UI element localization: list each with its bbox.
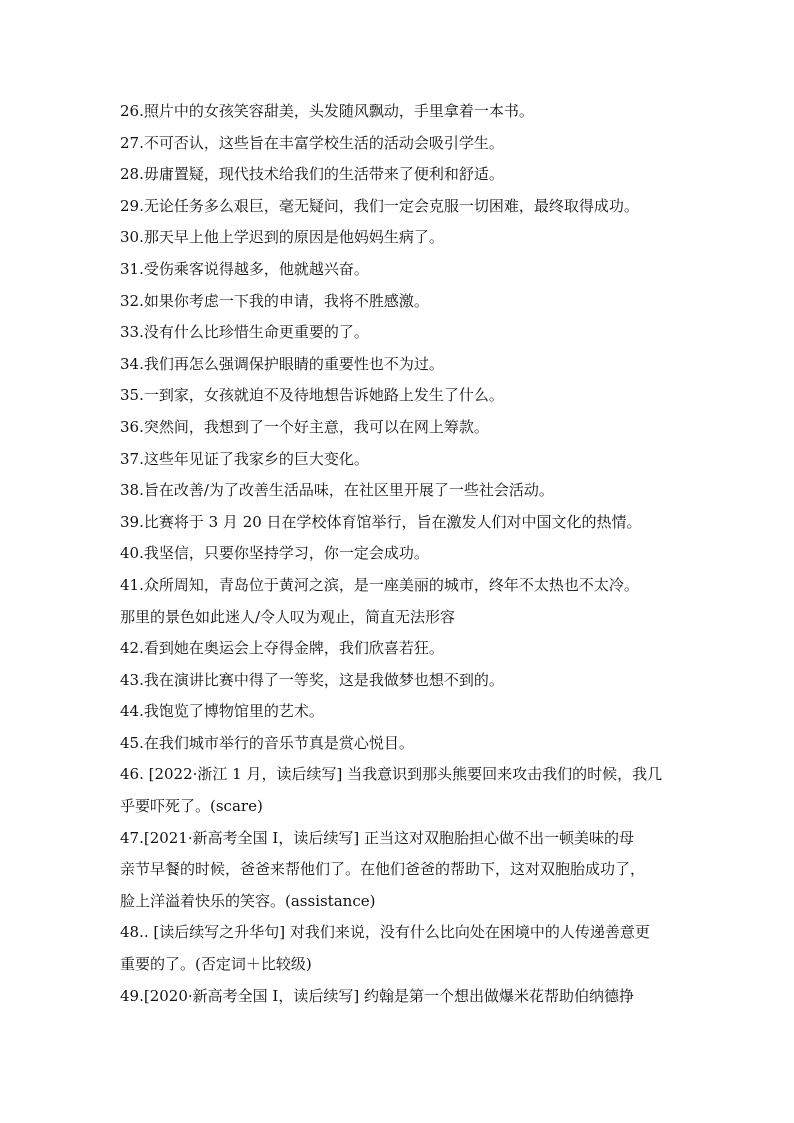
sentence-46-cont: 乎要吓死了。(scare) [120, 797, 263, 816]
sentence-29: 29.无论任务多么艰巨，毫无疑问，我们一定会克服一切困难，最终取得成功。 [120, 196, 639, 215]
sentence-45: 45.在我们城市举行的音乐节真是赏心悦目。 [120, 733, 414, 752]
sentence-47: 47.[2021·新高考全国 I，读后续写] 正当这对双胞胎担心做不出一顿美味的母 [120, 828, 634, 847]
sentence-38: 38.旨在改善/为了改善生活品味，在社区里开展了一些社会活动。 [120, 481, 554, 500]
sentence-33: 33.没有什么比珍惜生命更重要的了。 [120, 323, 369, 342]
sentence-48-cont: 重要的了。(否定词＋比较级) [120, 955, 312, 974]
sentence-26: 26.照片中的女孩笑容甜美，头发随风飘动，手里拿着一本书。 [120, 102, 534, 120]
sentence-39: 39.比赛将于 3 月 20 日在学校体育馆举行，旨在激发人们对中国文化的热情。 [120, 512, 642, 531]
sentence-49: 49.[2020·新高考全国 I，读后续写] 约翰是第一个想出做爆米花帮助伯纳德挣 [120, 986, 634, 1005]
sentence-47-cont-2: 脸上洋溢着快乐的笑容。(assistance) [120, 891, 376, 910]
document-body [120, 96, 680, 1012]
sentence-41-cont: 那里的景色如此迷人/令人叹为观止，简直无法形容 [120, 607, 456, 626]
sentence-27: 27.不可否认，这些旨在丰富学校生活的活动会吸引学生。 [120, 133, 504, 152]
sentence-28: 28.毋庸置疑，现代技术给我们的生活带来了便利和舒适。 [120, 165, 504, 184]
sentence-42: 42.看到她在奥运会上夺得金牌，我们欣喜若狂。 [120, 639, 444, 658]
sentence-35: 35.一到家，女孩就迫不及待地想告诉她路上发生了什么。 [120, 386, 504, 405]
sentence-32: 32.如果你考虑一下我的申请，我将不胜感激。 [120, 291, 429, 310]
sentence-40: 40.我坚信，只要你坚持学习，你一定会成功。 [120, 544, 429, 563]
sentence-37: 37.这些年见证了我家乡的巨大变化。 [120, 449, 369, 468]
sentence-46: 46. [2022·浙江 1 月，读后续写] 当我意识到那头熊要回来攻击我们的时候，我几 [120, 765, 663, 784]
sentence-31: 31.受伤乘客说得越多，他就越兴奋。 [120, 259, 369, 278]
sentence-47-cont-1: 亲节早餐的时候，爸爸来帮他们了。在他们爸爸的帮助下，这对双胞胎成功了， [120, 860, 646, 879]
sentence-34: 34.我们再怎么强调保护眼睛的重要性也不为过。 [120, 354, 444, 373]
sentence-36: 36.突然间，我想到了一个好主意，我可以在网上筹款。 [120, 417, 489, 436]
sentence-41: 41.众所周知，青岛位于黄河之滨，是一座美丽的城市，终年不太热也不太冷。 [120, 575, 639, 594]
sentence-30: 30.那天早上他上学迟到的原因是他妈妈生病了。 [120, 228, 444, 247]
sentence-43: 43.我在演讲比赛中得了一等奖，这是我做梦也想不到的。 [120, 670, 504, 689]
sentence-48: 48.. [读后续写之升华句] 对我们来说，没有什么比向处在困境中的人传递善意更 [120, 923, 650, 942]
sentence-44: 44.我饱览了博物馆里的艺术。 [120, 702, 324, 721]
